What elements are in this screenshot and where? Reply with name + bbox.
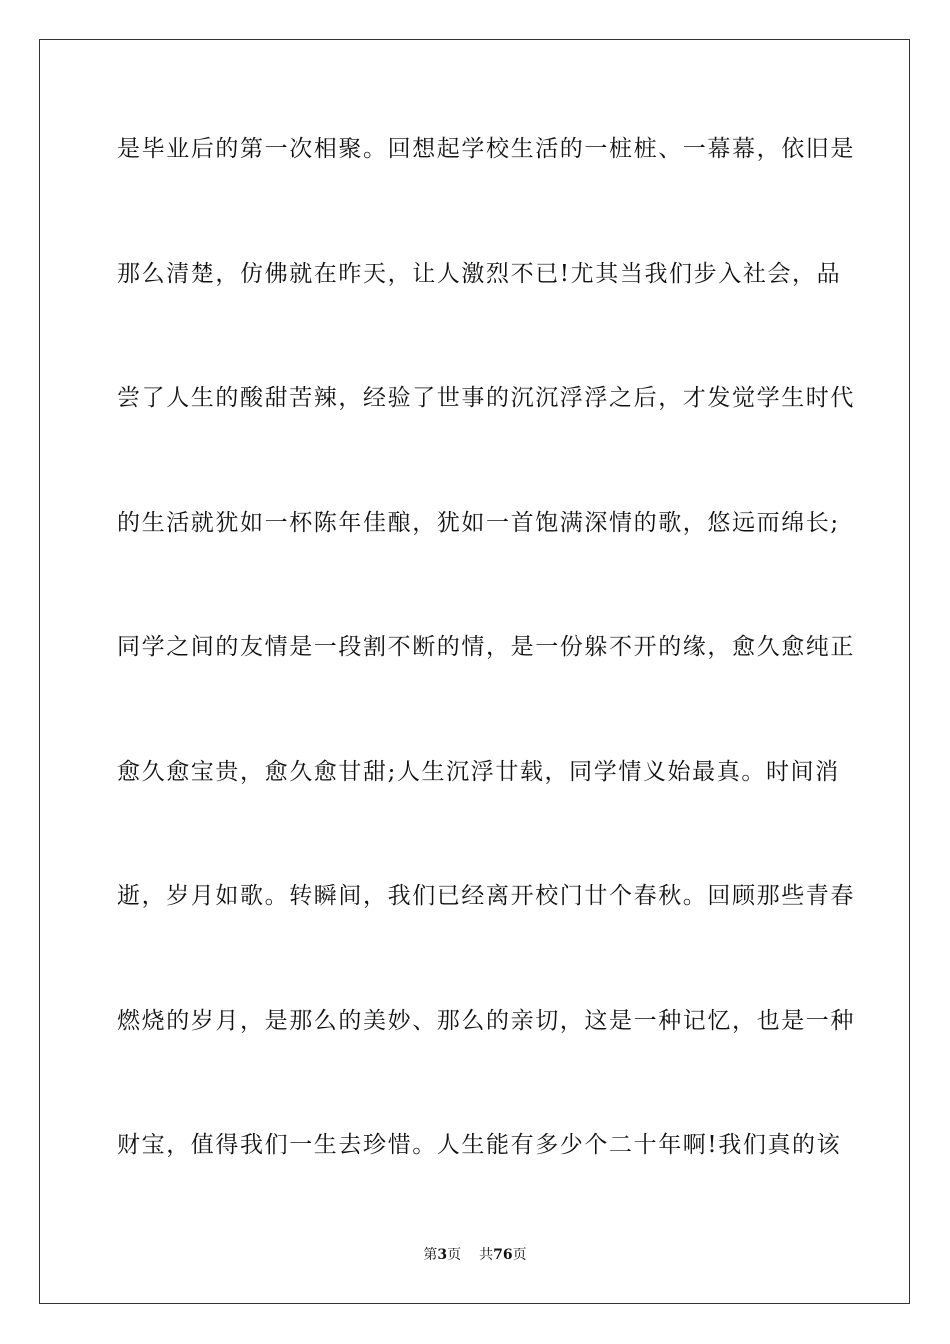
page-footer xyxy=(0,1245,950,1265)
total-pages: 76 xyxy=(493,1247,513,1263)
text-line: 的生活就犹如一杯陈年佳酿，犹如一首饱满深情的歌，悠远而绵长; xyxy=(117,509,840,536)
text-line: 那么清楚，仿佛就在昨天，让人激烈不已!尤其当我们步入社会，品 xyxy=(117,260,842,287)
text-line: 是毕业后的第一次相聚。回想起学校生活的一桩桩、一幕幕，依旧是 xyxy=(117,136,855,162)
text-line: 逝，岁月如歌。转瞬间，我们已经离开校门廿个春秋。回顾那些青春 xyxy=(117,883,855,909)
page-label-prefix: 第 xyxy=(423,1247,438,1263)
text-line: 尝了人生的酸甜苦辣，经验了世事的沉沉浮浮之后，才发觉学生时代 xyxy=(117,385,855,411)
total-label-prefix: 共 xyxy=(479,1247,494,1263)
document-body xyxy=(117,126,855,1247)
text-line: 愈久愈宝贵，愈久愈甘甜;人生沉浮廿载，同学情义始最真。时间消 xyxy=(117,758,840,785)
text-line: 燃烧的岁月，是那么的美妙、那么的亲切，这是一种记忆，也是一种 xyxy=(117,1007,855,1034)
text-line: 财宝，值得我们一生去珍惜。人生能有多少个二十年啊!我们真的该 xyxy=(117,1132,842,1158)
total-label-suffix: 页 xyxy=(512,1247,527,1263)
page-label-suffix: 页 xyxy=(447,1247,462,1263)
text-line: 同学之间的友情是一段割不断的情，是一份躲不开的缘，愈久愈纯正 xyxy=(117,634,855,660)
page-number: 3 xyxy=(437,1247,448,1263)
